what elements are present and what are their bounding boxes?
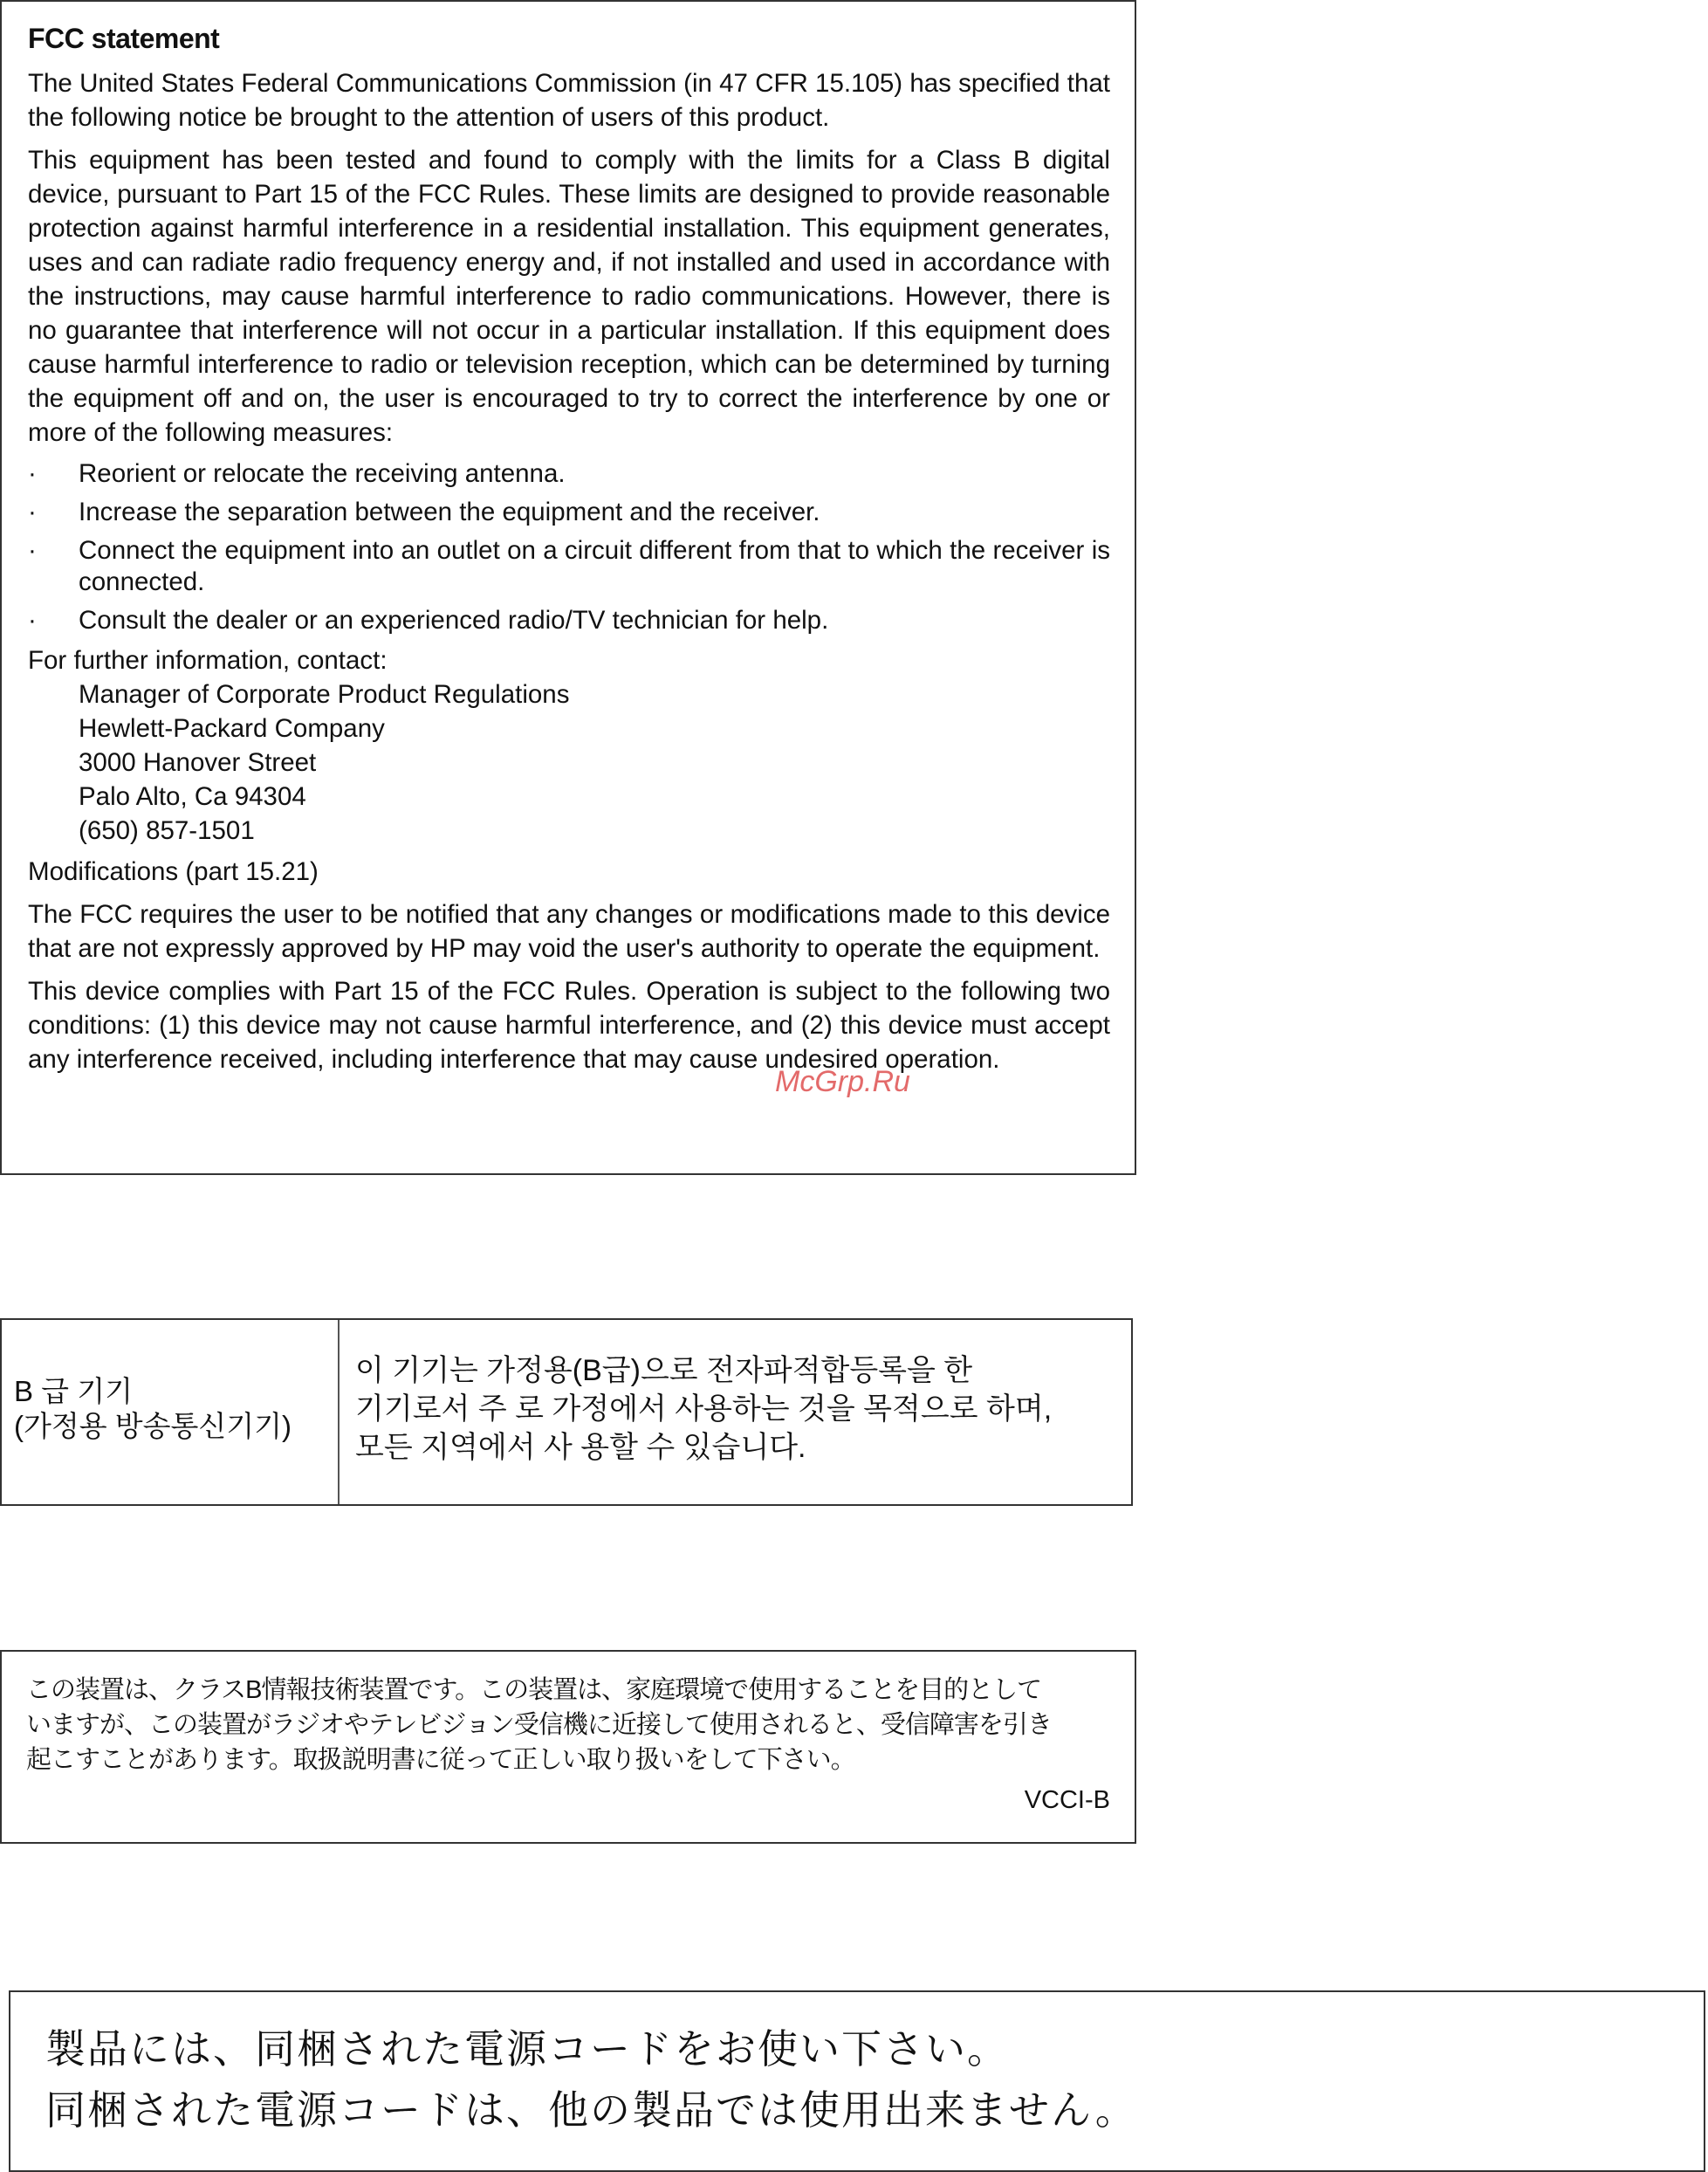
part15-compliance-text: This device complies with Part 15 of the FCC Rules. Operation is subject to the following two conditions: (1) this device may not cause harmful interference, and (2) this device must accept any interference received, including interference that may cause undesired operation.	[28, 977, 1110, 1074]
bullet-icon: ·	[28, 459, 37, 488]
vcci-line: この装置は、クラスB情報技術装置です。この装置は、家庭環境で使用することを目的として	[26, 1676, 1042, 1704]
korean-class-line: (가정용 방송통신기기)	[14, 1410, 292, 1442]
contact-line: Manager of Corporate Product Regulations	[79, 680, 570, 709]
contact-line: Hewlett-Packard Company	[79, 714, 385, 743]
contact-line: 3000 Hanover Street	[79, 748, 317, 777]
fcc-statement-box	[0, 0, 1136, 1175]
watermark-text: McGrp.Ru	[775, 1065, 910, 1098]
bullet-icon: ·	[28, 498, 37, 526]
list-item: · Consult the dealer or an experienced radio/TV technician for help.	[28, 606, 829, 635]
vcci-statement-box	[0, 1650, 1136, 1844]
korean-class-line: B 급 기기	[14, 1375, 133, 1407]
fcc-title: FCC statement	[28, 23, 220, 54]
vcci-line: 起こすことがあります。取扱説明書に従って正しい取り扱いをして下さい。	[26, 1746, 855, 1774]
list-item: · Connect the equipment into an outlet on a circuit different from that to which the receiver is connected.	[28, 536, 1110, 596]
power-cord-line: 製品には、同梱された電源コードをお使い下さい。	[45, 2026, 1009, 2072]
power-cord-line: 同梱された電源コードは、他の製品では使用出来ません。	[45, 2087, 1137, 2133]
korean-emc-box	[0, 1318, 1133, 1506]
korean-notice-line: 모든 지역에서 사 용할 수 있습니다.	[355, 1431, 806, 1464]
korean-class-cell	[2, 1320, 340, 1504]
list-item: · Reorient or relocate the receiving antenna.	[28, 459, 566, 488]
modifications-text: The FCC requires the user to be notified that any changes or modifications made to this device that are not expressly approved by HP may void the user's authority to operate the equipment.	[28, 900, 1110, 963]
fcc-compliance-paragraph: This equipment has been tested and found to comply with the limits for a Class B digital device, pursuant to Part 15 of the FCC Rules. These limits are designed to provide reasonable protection against harmful interference in a residential installation. This equipment generates, uses and can radiate radio frequency energy and, if not installed and used in accordance with the instructions, may cause harmful interference to radio communications. However, there is no guarantee that interference will not occur in a particular installation. If this equipment does cause harmful interference to radio or television reception, which can be determined by turning the equipment off and on, the user is encouraged to try to correct the interference by one or more of the following measures:	[28, 146, 1110, 447]
bullet-icon: ·	[28, 536, 37, 565]
vcci-line: いますが、この装置がラジオやテレビジョン受信機に近接して使用されると、受信障害を引き	[26, 1711, 1052, 1739]
fcc-contact-block	[28, 643, 1110, 848]
korean-notice-line: 기기로서 주 로 가정에서 사용하는 것을 목적으로 하며,	[355, 1392, 1053, 1426]
fcc-measures-list	[28, 458, 1110, 636]
korean-notice-cell	[340, 1320, 1131, 1504]
power-cord-notice-box	[9, 1990, 1705, 2172]
contact-line: Palo Alto, Ca 94304	[79, 782, 306, 811]
vcci-code: VCCI-B	[1024, 1786, 1110, 1814]
korean-notice-line: 이 기기는 가정용(B급)으로 전자파적합등록을 한	[355, 1354, 973, 1387]
contact-intro: For further information, contact:	[28, 646, 388, 675]
fcc-intro-paragraph: The United States Federal Communications Commission (in 47 CFR 15.105) has specified that the following notice be brought to the attention of users of this product.	[28, 69, 1110, 132]
contact-line: (650) 857-1501	[79, 816, 255, 845]
list-item: · Increase the separation between the equipment and the receiver.	[28, 498, 820, 526]
bullet-icon: ·	[28, 606, 37, 635]
modifications-heading: Modifications (part 15.21)	[28, 857, 319, 886]
